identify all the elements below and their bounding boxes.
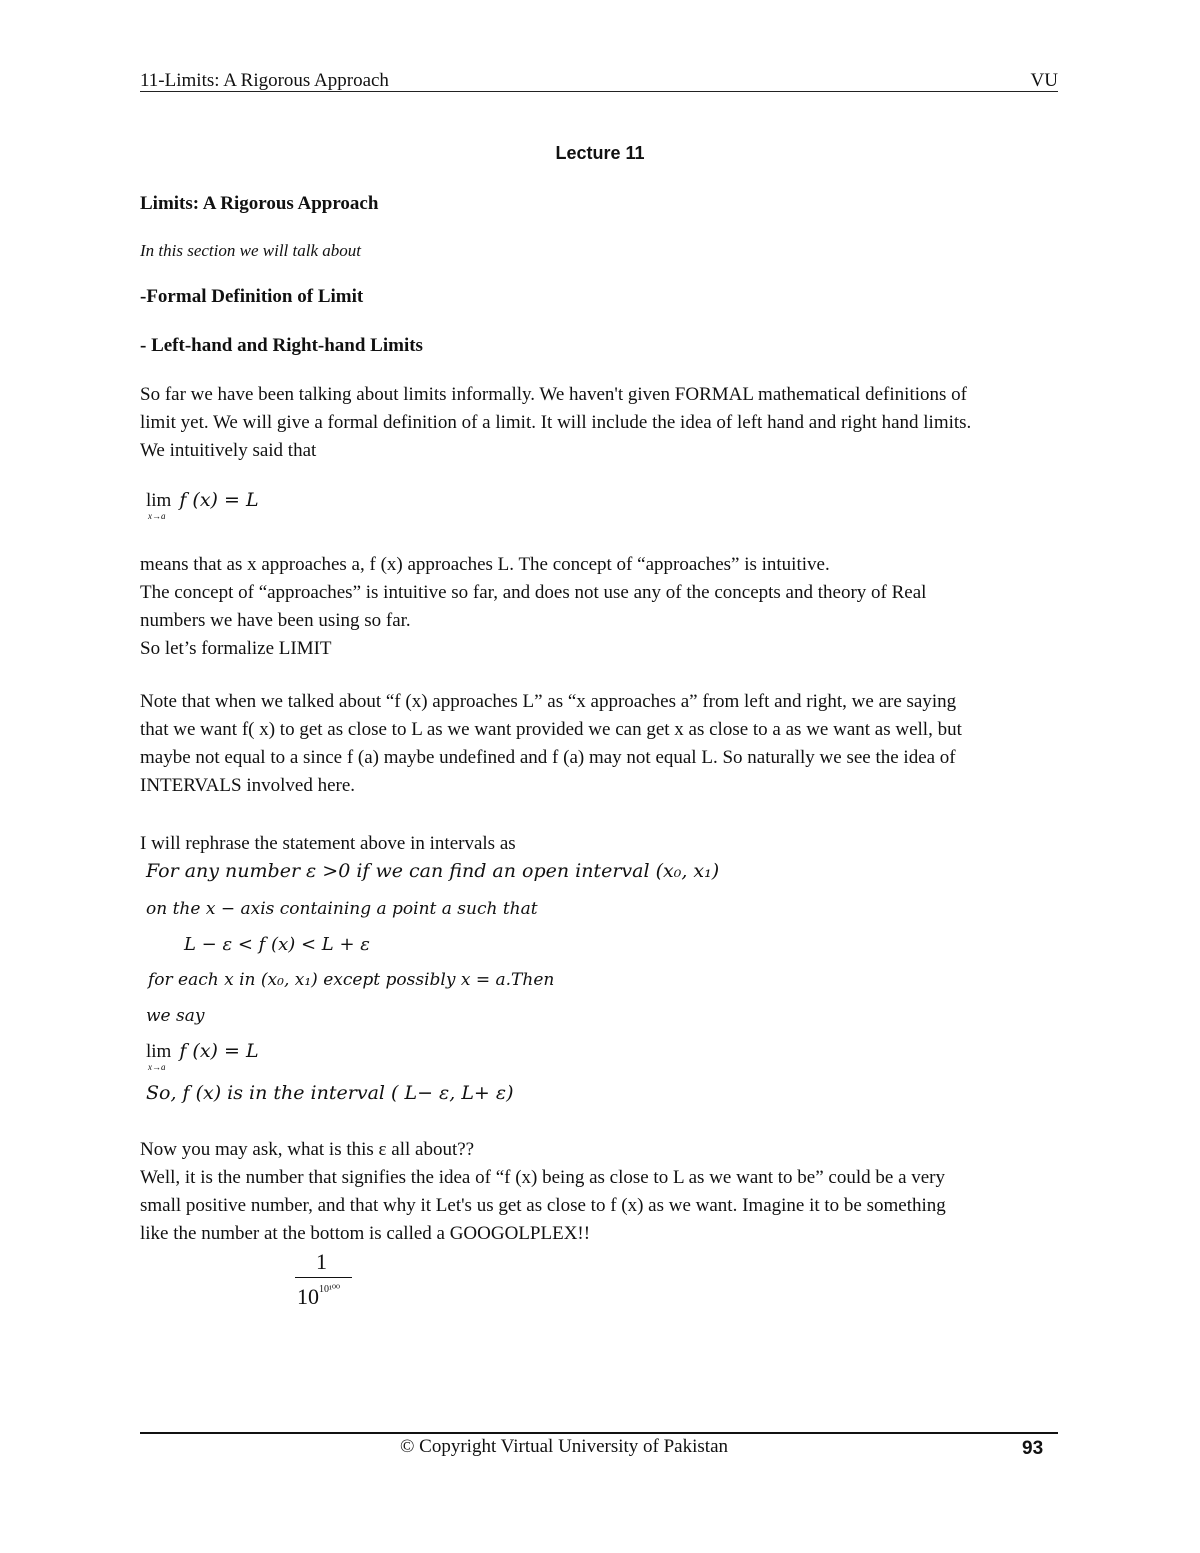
- text-line: Now you may ask, what is this ε all about??: [140, 1139, 475, 1160]
- footer-copyright: © Copyright Virtual University of Pakistan: [400, 1436, 729, 1457]
- section-title: Limits: A Rigorous Approach: [140, 193, 379, 214]
- math-line-4: for each x in (x₀, x₁) except possibly x = a.Then: [148, 970, 555, 990]
- lim-operator: lim: [146, 1041, 172, 1062]
- math-line-1: For any number ε >0 if we can find an open interval (x₀, x₁): [146, 860, 720, 882]
- page-number: 93: [1022, 1438, 1044, 1459]
- paragraph-approaches: [140, 551, 1060, 663]
- limit-expression: f (x) = L: [179, 489, 259, 511]
- text-line: numbers we have been using so far.: [140, 610, 411, 631]
- lim-subscript: x→a: [148, 511, 166, 521]
- fraction-base: 10: [297, 1284, 319, 1309]
- text-line: small positive number, and that why it Let's us get as close to f (x) as we want. Imagine it to be something: [140, 1195, 946, 1216]
- limit-equation-1: [146, 489, 259, 521]
- fraction-denominator: [297, 1284, 340, 1310]
- text-line: INTERVALS involved here.: [140, 775, 356, 796]
- paragraph-rephrase: I will rephrase the statement above in intervals as: [140, 833, 516, 854]
- lim-subscript: x→a: [148, 1062, 166, 1072]
- text-line: We intuitively said that: [140, 440, 317, 461]
- limit-expression: f (x) = L: [179, 1040, 259, 1062]
- text-line: So let’s formalize LIMIT: [140, 638, 332, 659]
- math-line-3: L − ε < f (x) < L + ε: [184, 934, 370, 955]
- fraction-numerator: 1: [316, 1249, 327, 1274]
- math-line-5: we say: [146, 1006, 205, 1026]
- lecture-title: Lecture 11: [555, 143, 645, 163]
- fraction-bar: [295, 1277, 352, 1278]
- text-line: Note that when we talked about “f (x) approaches L” as “x approaches a” from left and right, we are saying: [140, 691, 957, 712]
- paragraph-intervals: [140, 688, 1060, 800]
- text-line: means that as x approaches a, f (x) approaches L. The concept of “approaches” is intuitive.: [140, 554, 830, 575]
- math-line-2: on the x − axis containing a point a such that: [146, 899, 538, 919]
- paragraph-epsilon: [140, 1136, 1060, 1248]
- lim-operator: lim: [146, 490, 172, 511]
- header-divider: [140, 91, 1058, 92]
- text-line: So far we have been talking about limits informally. We haven't given FORMAL mathematical definitions of: [140, 384, 967, 405]
- text-line: maybe not equal to a since f (a) maybe undefined and f (a) may not equal L. So naturally we see the idea of: [140, 747, 956, 768]
- text-line: limit yet. We will give a formal definition of a limit. It will include the idea of left hand and right hand limits.: [140, 412, 972, 433]
- topic-formal-definition: -Formal Definition of Limit: [140, 286, 364, 307]
- math-line-7: So, f (x) is in the interval ( L− ε, L+ ε): [146, 1082, 514, 1104]
- fraction-exponent: 10¹⁰⁰: [319, 1284, 341, 1295]
- topic-left-right-limits: - Left-hand and Right-hand Limits: [140, 335, 423, 356]
- intro-text: In this section we will talk about: [140, 241, 361, 260]
- header-vu: VU: [1030, 70, 1058, 91]
- text-line: like the number at the bottom is called a GOOGOLPLEX!!: [140, 1223, 591, 1244]
- text-line: The concept of “approaches” is intuitive so far, and does not use any of the concepts and theory of Real: [140, 582, 927, 603]
- footer-divider: [140, 1432, 1058, 1434]
- header-title: 11-Limits: A Rigorous Approach: [140, 70, 389, 91]
- text-line: that we want f( x) to get as close to L as we want provided we can get x as close to a as we want as well, but: [140, 719, 962, 740]
- limit-equation-2: [146, 1040, 259, 1072]
- text-line: Well, it is the number that signifies the idea of “f (x) being as close to L as we want to be” could be a very: [140, 1167, 946, 1188]
- paragraph-intro: [140, 381, 1060, 465]
